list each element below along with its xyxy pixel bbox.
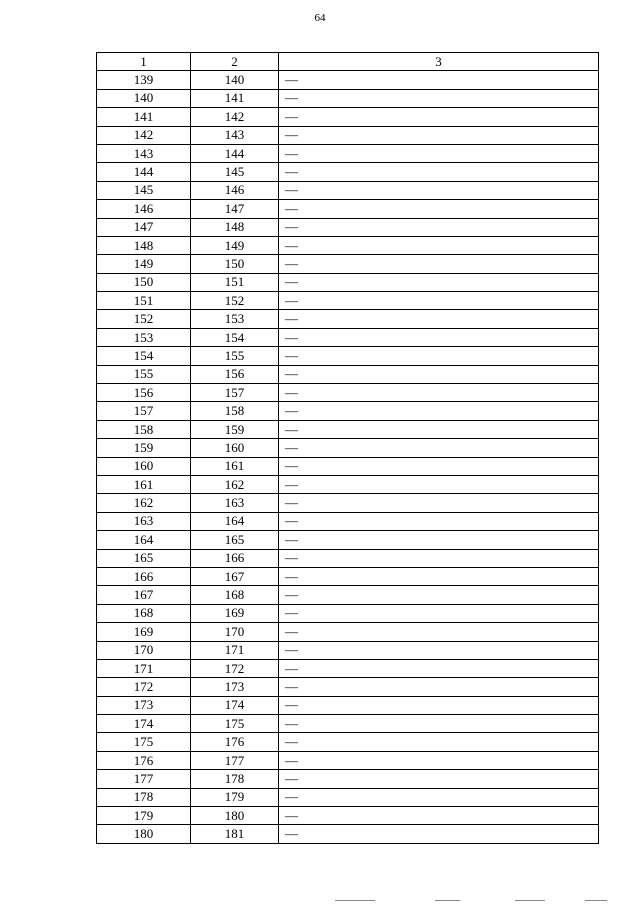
cell-col-2: 179 — [191, 788, 279, 806]
cell-col-2: 144 — [191, 144, 279, 162]
table-row — [97, 292, 599, 310]
cell-col-2: 170 — [191, 623, 279, 641]
cell-col-2: 180 — [191, 807, 279, 825]
cell-col-2: 169 — [191, 604, 279, 622]
table-row — [97, 659, 599, 677]
cell-col-2: 148 — [191, 218, 279, 236]
cell-col-1: 140 — [97, 89, 191, 107]
cell-col-1: 154 — [97, 347, 191, 365]
cell-col-2: 146 — [191, 181, 279, 199]
cell-col-1: 180 — [97, 825, 191, 843]
cell-col-1: 160 — [97, 457, 191, 475]
cell-col-3: — — [279, 328, 599, 346]
table-row — [97, 475, 599, 493]
table-row — [97, 751, 599, 769]
cell-col-1: 143 — [97, 144, 191, 162]
cell-col-3: — — [279, 549, 599, 567]
cell-col-3: — — [279, 89, 599, 107]
cell-col-2: 151 — [191, 273, 279, 291]
cell-col-1: 168 — [97, 604, 191, 622]
cell-col-3: — — [279, 255, 599, 273]
table-header-row — [97, 53, 599, 71]
cell-col-3: — — [279, 807, 599, 825]
data-table — [96, 52, 599, 844]
cell-col-3: — — [279, 236, 599, 254]
cell-col-1: 167 — [97, 586, 191, 604]
table-row — [97, 181, 599, 199]
column-header-3: 3 — [279, 53, 599, 71]
cell-col-2: 154 — [191, 328, 279, 346]
cell-col-2: 178 — [191, 770, 279, 788]
cell-col-3: — — [279, 770, 599, 788]
cell-col-2: 177 — [191, 751, 279, 769]
table-row — [97, 807, 599, 825]
cell-col-3: — — [279, 365, 599, 383]
cell-col-1: 146 — [97, 200, 191, 218]
cell-col-3: — — [279, 126, 599, 144]
cell-col-3: — — [279, 163, 599, 181]
cell-col-3: — — [279, 586, 599, 604]
cell-col-3: — — [279, 384, 599, 402]
table-row — [97, 89, 599, 107]
cell-col-1: 153 — [97, 328, 191, 346]
cell-col-1: 142 — [97, 126, 191, 144]
cell-col-1: 170 — [97, 641, 191, 659]
cell-col-1: 176 — [97, 751, 191, 769]
cell-col-2: 150 — [191, 255, 279, 273]
cell-col-1: 139 — [97, 71, 191, 89]
cell-col-3: — — [279, 181, 599, 199]
table-row — [97, 328, 599, 346]
cell-col-1: 173 — [97, 696, 191, 714]
cell-col-1: 150 — [97, 273, 191, 291]
cell-col-3: — — [279, 604, 599, 622]
cell-col-2: 164 — [191, 512, 279, 530]
cell-col-3: — — [279, 512, 599, 530]
cell-col-2: 167 — [191, 567, 279, 585]
column-header-2: 2 — [191, 53, 279, 71]
cell-col-3: — — [279, 494, 599, 512]
cell-col-2: 163 — [191, 494, 279, 512]
table-row — [97, 402, 599, 420]
cell-col-2: 159 — [191, 420, 279, 438]
table-row — [97, 310, 599, 328]
cell-col-2: 149 — [191, 236, 279, 254]
cell-col-3: — — [279, 402, 599, 420]
cell-col-3: — — [279, 696, 599, 714]
table-row — [97, 236, 599, 254]
table-row — [97, 163, 599, 181]
table-row — [97, 549, 599, 567]
cell-col-2: 176 — [191, 733, 279, 751]
cell-col-2: 160 — [191, 439, 279, 457]
cell-col-2: 162 — [191, 475, 279, 493]
cell-col-2: 156 — [191, 365, 279, 383]
cell-col-2: 142 — [191, 108, 279, 126]
cell-col-1: 178 — [97, 788, 191, 806]
column-header-1: 1 — [97, 53, 191, 71]
cell-col-2: 147 — [191, 200, 279, 218]
cell-col-1: 141 — [97, 108, 191, 126]
cell-col-3: — — [279, 310, 599, 328]
cell-col-3: — — [279, 200, 599, 218]
cell-col-1: 161 — [97, 475, 191, 493]
table-row — [97, 586, 599, 604]
table-row — [97, 347, 599, 365]
table-row — [97, 604, 599, 622]
table-row — [97, 641, 599, 659]
cell-col-1: 145 — [97, 181, 191, 199]
cell-col-3: — — [279, 641, 599, 659]
cell-col-1: 148 — [97, 236, 191, 254]
cell-col-3: — — [279, 825, 599, 843]
cell-col-2: 141 — [191, 89, 279, 107]
cell-col-3: — — [279, 273, 599, 291]
cell-col-2: 152 — [191, 292, 279, 310]
cell-col-3: — — [279, 733, 599, 751]
table-row — [97, 715, 599, 733]
cell-col-2: 175 — [191, 715, 279, 733]
cell-col-2: 161 — [191, 457, 279, 475]
cell-col-1: 147 — [97, 218, 191, 236]
scan-artifacts — [335, 900, 615, 902]
cell-col-3: — — [279, 439, 599, 457]
cell-col-3: — — [279, 420, 599, 438]
table-row — [97, 108, 599, 126]
cell-col-1: 171 — [97, 659, 191, 677]
cell-col-3: — — [279, 788, 599, 806]
table-row — [97, 273, 599, 291]
cell-col-1: 174 — [97, 715, 191, 733]
cell-col-2: 140 — [191, 71, 279, 89]
cell-col-3: — — [279, 623, 599, 641]
cell-col-1: 155 — [97, 365, 191, 383]
cell-col-1: 164 — [97, 531, 191, 549]
cell-col-3: — — [279, 678, 599, 696]
table-row — [97, 439, 599, 457]
cell-col-3: — — [279, 457, 599, 475]
table-row — [97, 255, 599, 273]
cell-col-2: 157 — [191, 384, 279, 402]
cell-col-1: 177 — [97, 770, 191, 788]
table-row — [97, 384, 599, 402]
cell-col-1: 175 — [97, 733, 191, 751]
table-row — [97, 494, 599, 512]
cell-col-1: 159 — [97, 439, 191, 457]
cell-col-3: — — [279, 71, 599, 89]
cell-col-3: — — [279, 567, 599, 585]
cell-col-2: 181 — [191, 825, 279, 843]
cell-col-1: 151 — [97, 292, 191, 310]
table-row — [97, 567, 599, 585]
cell-col-3: — — [279, 144, 599, 162]
cell-col-2: 158 — [191, 402, 279, 420]
cell-col-3: — — [279, 715, 599, 733]
table-row — [97, 512, 599, 530]
cell-col-2: 173 — [191, 678, 279, 696]
cell-col-1: 152 — [97, 310, 191, 328]
table-row — [97, 825, 599, 843]
cell-col-2: 166 — [191, 549, 279, 567]
table-row — [97, 144, 599, 162]
cell-col-3: — — [279, 751, 599, 769]
cell-col-3: — — [279, 531, 599, 549]
table-row — [97, 696, 599, 714]
cell-col-1: 165 — [97, 549, 191, 567]
table-row — [97, 770, 599, 788]
table-row — [97, 420, 599, 438]
cell-col-1: 172 — [97, 678, 191, 696]
table-row — [97, 218, 599, 236]
table-row — [97, 733, 599, 751]
cell-col-2: 145 — [191, 163, 279, 181]
table-row — [97, 623, 599, 641]
cell-col-3: — — [279, 659, 599, 677]
cell-col-2: 143 — [191, 126, 279, 144]
cell-col-3: — — [279, 292, 599, 310]
cell-col-1: 166 — [97, 567, 191, 585]
cell-col-1: 157 — [97, 402, 191, 420]
cell-col-1: 158 — [97, 420, 191, 438]
cell-col-2: 153 — [191, 310, 279, 328]
cell-col-2: 168 — [191, 586, 279, 604]
table-row — [97, 200, 599, 218]
cell-col-2: 171 — [191, 641, 279, 659]
cell-col-3: — — [279, 218, 599, 236]
cell-col-1: 156 — [97, 384, 191, 402]
table-row — [97, 126, 599, 144]
table-row — [97, 678, 599, 696]
cell-col-3: — — [279, 475, 599, 493]
table-row — [97, 531, 599, 549]
table-row — [97, 71, 599, 89]
cell-col-2: 172 — [191, 659, 279, 677]
cell-col-1: 144 — [97, 163, 191, 181]
page-number: 64 — [314, 12, 326, 24]
cell-col-3: — — [279, 108, 599, 126]
cell-col-1: 163 — [97, 512, 191, 530]
cell-col-2: 155 — [191, 347, 279, 365]
table-row — [97, 457, 599, 475]
cell-col-2: 174 — [191, 696, 279, 714]
table-row — [97, 788, 599, 806]
cell-col-1: 149 — [97, 255, 191, 273]
cell-col-1: 179 — [97, 807, 191, 825]
cell-col-1: 162 — [97, 494, 191, 512]
cell-col-1: 169 — [97, 623, 191, 641]
cell-col-3: — — [279, 347, 599, 365]
cell-col-2: 165 — [191, 531, 279, 549]
table-row — [97, 365, 599, 383]
